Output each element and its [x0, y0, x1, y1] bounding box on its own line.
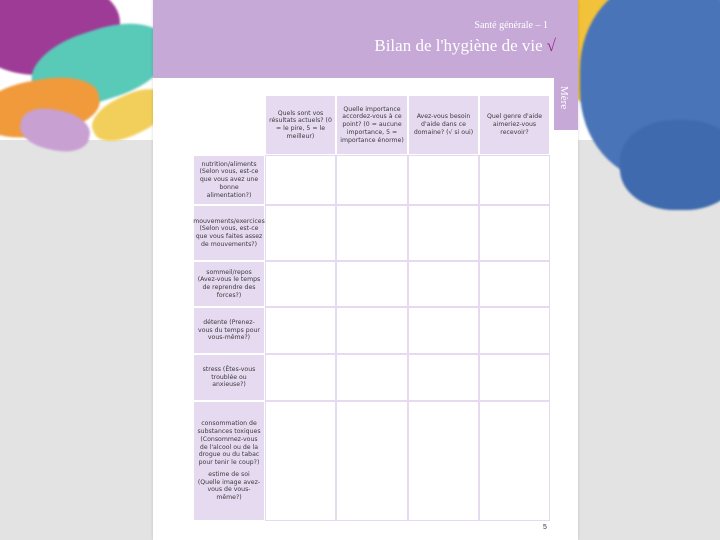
side-tab	[554, 78, 578, 130]
row-header: stress (Êtes-vous troublée ou anxieuse?)	[193, 354, 265, 401]
answer-cell[interactable]	[408, 261, 479, 307]
page-number: 5	[543, 524, 547, 531]
answer-cell[interactable]	[336, 354, 408, 401]
answer-cell[interactable]	[479, 354, 550, 401]
answer-cell[interactable]	[408, 155, 479, 205]
answer-cell[interactable]	[336, 155, 408, 205]
check-mark-icon: √	[546, 36, 556, 55]
column-header: Quel genre d'aide aimeriez-vous recevoir?	[479, 95, 550, 155]
answer-cell[interactable]	[336, 261, 408, 307]
row-header: consommation de substances toxiques (Consommez-vous de l'alcool ou de la drogue ou du tabac pour tenir le coup?) estime de soi (Quelle image avez-vous de vous-même?)	[193, 401, 265, 521]
answer-cell[interactable]	[265, 354, 336, 401]
worksheet-page	[153, 0, 578, 540]
column-header: Avez-vous besoin d'aide dans ce domaine? (√ si oui)	[408, 95, 479, 155]
answer-cell[interactable]	[265, 155, 336, 205]
answer-cell[interactable]	[265, 401, 336, 521]
paint-blue-right-lower	[620, 120, 720, 210]
header-title-text: Bilan de l'hygiène de vie	[374, 36, 543, 55]
lifestyle-table	[193, 95, 550, 521]
answer-cell[interactable]	[408, 205, 479, 261]
answer-cell[interactable]	[408, 307, 479, 354]
answer-cell[interactable]	[336, 307, 408, 354]
answer-cell[interactable]	[336, 401, 408, 521]
row-header: mouvements/exercices (Selon vous, est-ce que vous faites assez de mouvements?)	[193, 205, 265, 261]
answer-cell[interactable]	[408, 401, 479, 521]
row-header: sommeil/repos (Avez-vous le temps de reprendre des forces?)	[193, 261, 265, 307]
column-header: Quels sont vos résultats actuels? (0 = le pire, 5 = le meilleur)	[265, 95, 336, 155]
row-header: nutrition/aliments (Selon vous, est-ce que vous avez une bonne alimentation?)	[193, 155, 265, 205]
answer-cell[interactable]	[479, 401, 550, 521]
answer-cell[interactable]	[265, 261, 336, 307]
answer-cell[interactable]	[265, 205, 336, 261]
side-tab-label: Mère	[558, 86, 570, 110]
answer-cell[interactable]	[336, 205, 408, 261]
answer-cell[interactable]	[265, 307, 336, 354]
column-header: Quelle importance accordez-vous à ce point? (0 = aucune importance, 5 = importance énorme)	[336, 95, 408, 155]
answer-cell[interactable]	[479, 261, 550, 307]
answer-cell[interactable]	[408, 354, 479, 401]
answer-cell[interactable]	[479, 205, 550, 261]
row-header: détente (Prenez-vous du temps pour vous-même?)	[193, 307, 265, 354]
header-subtitle: Santé générale – 1	[474, 20, 548, 31]
answer-cell[interactable]	[479, 307, 550, 354]
answer-cell[interactable]	[479, 155, 550, 205]
header-title	[374, 36, 556, 56]
page-header	[153, 0, 578, 78]
